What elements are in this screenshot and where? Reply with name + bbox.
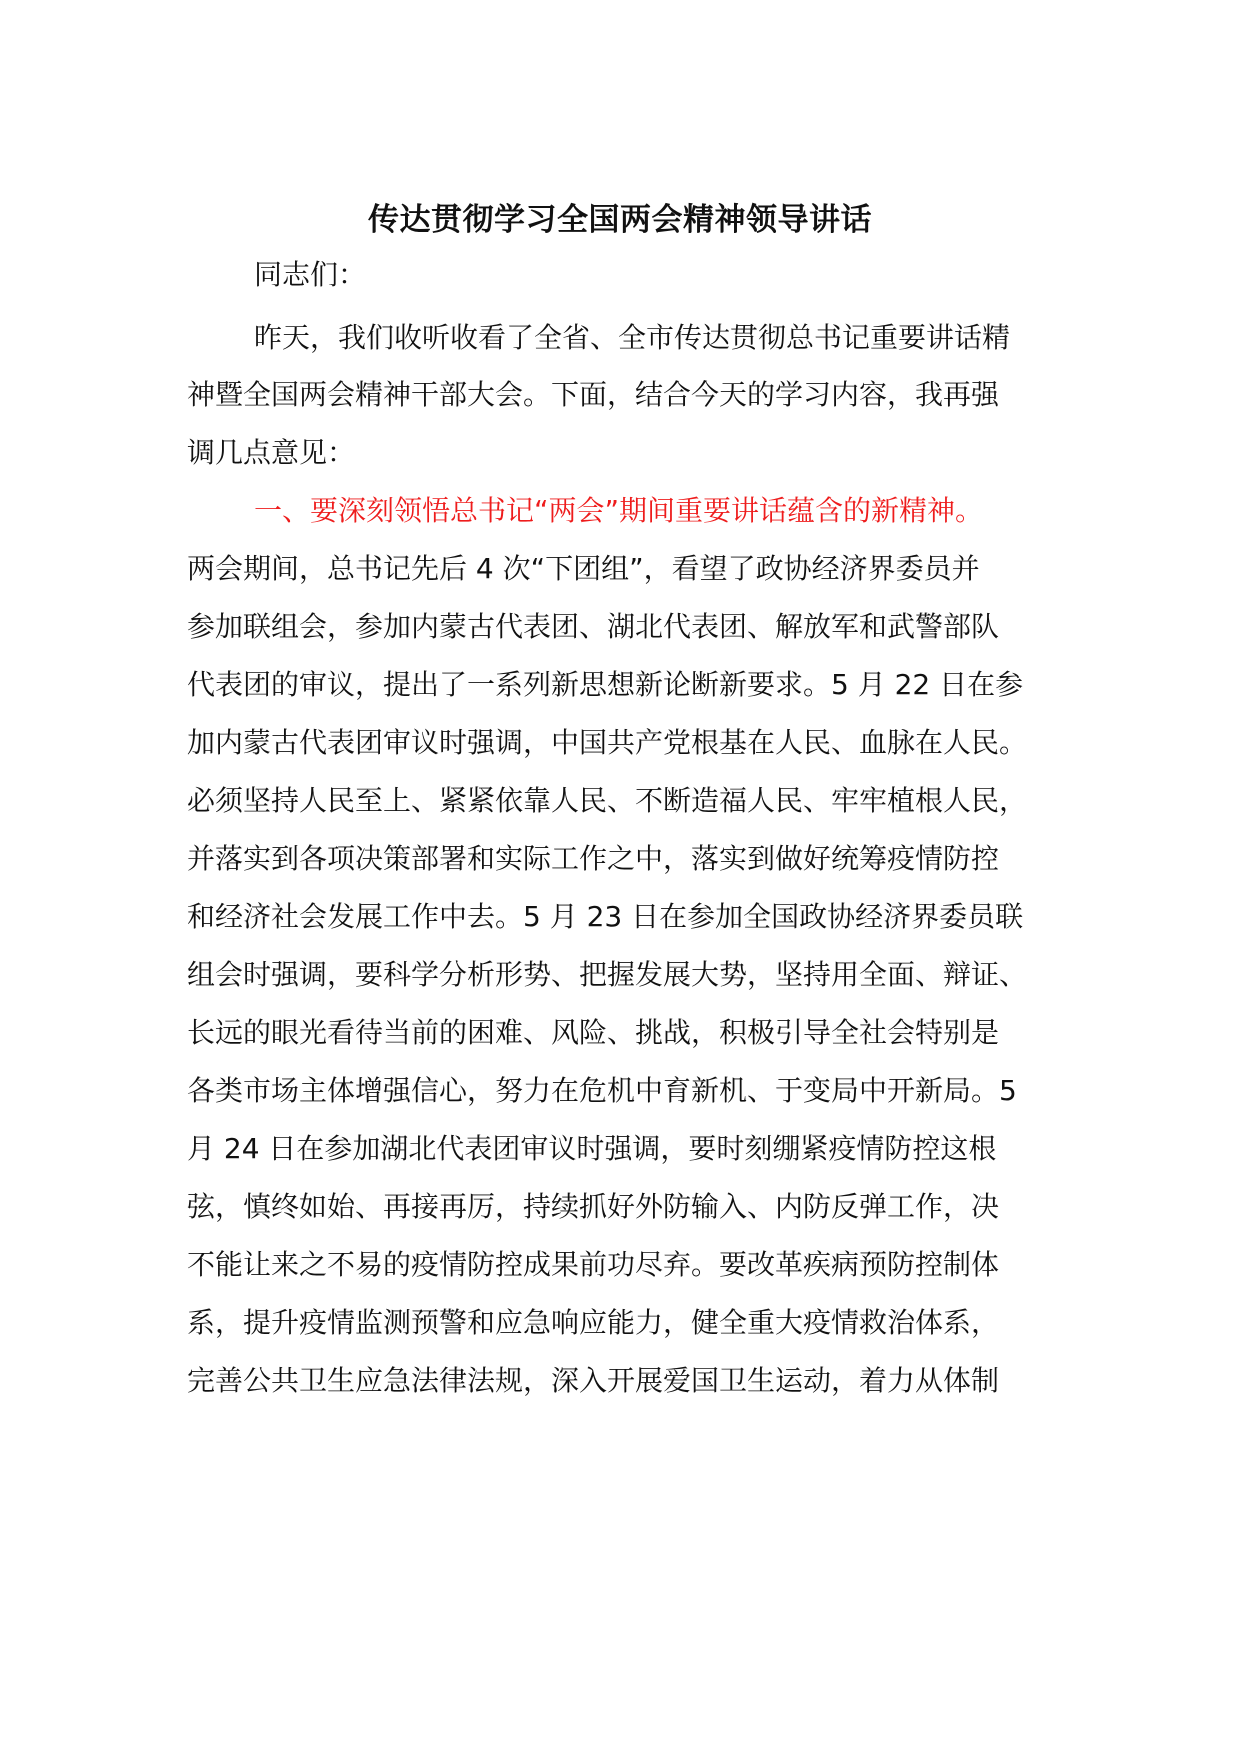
- salutation: 同志们：: [254, 258, 367, 291]
- paragraph-line: 代表团的审议，提出了一系列新思想新论断新要求。5 月 22 日在参: [187, 668, 1024, 701]
- paragraph-line: 系，提升疫情监测预警和应急响应能力，健全重大疫情救治体系，: [187, 1306, 1000, 1339]
- section-heading: 一、要深刻领悟总书记“两会”期间重要讲话蕴含的新精神。: [254, 494, 984, 527]
- paragraph-line: 各类市场主体增强信心，努力在危机中育新机、于变局中开新局。5: [187, 1074, 1017, 1107]
- paragraph-line: 组会时强调，要科学分析形势、把握发展大势，坚持用全面、辩证、: [187, 958, 1028, 991]
- document-title: 传达贯彻学习全国两会精神领导讲话: [368, 202, 872, 238]
- paragraph-line: 调几点意见：: [187, 436, 356, 469]
- paragraph-line: 神暨全国两会精神干部大会。下面，结合今天的学习内容，我再强: [187, 378, 1000, 411]
- paragraph-line: 月 24 日在参加湖北代表团审议时强调，要时刻绷紧疫情防控这根: [187, 1132, 997, 1165]
- paragraph-line: 完善公共卫生应急法律法规，深入开展爱国卫生运动，着力从体制: [187, 1364, 1000, 1397]
- paragraph-line: 不能让来之不易的疫情防控成果前功尽弃。要改革疾病预防控制体: [187, 1248, 1000, 1281]
- paragraph-line: 和经济社会发展工作中去。5 月 23 日在参加全国政协经济界委员联: [187, 900, 1024, 933]
- paragraph-line: 昨天，我们收听收看了全省、全市传达贯彻总书记重要讲话精: [254, 321, 1011, 354]
- paragraph-line: 两会期间，总书记先后 4 次“下团组”，看望了政协经济界委员并: [187, 552, 980, 585]
- paragraph-line: 弦，慎终如始、再接再厉，持续抓好外防输入、内防反弹工作，决: [187, 1190, 1000, 1223]
- paragraph-line: 加内蒙古代表团审议时强调，中国共产党根基在人民、血脉在人民。: [187, 726, 1028, 759]
- paragraph-line: 长远的眼光看待当前的困难、风险、挑战，积极引导全社会特别是: [187, 1016, 1000, 1049]
- paragraph-line: 必须坚持人民至上、紧紧依靠人民、不断造福人民、牢牢植根人民，: [187, 784, 1028, 817]
- paragraph-line: 参加联组会，参加内蒙古代表团、湖北代表团、解放军和武警部队: [187, 610, 1000, 643]
- paragraph-line: 并落实到各项决策部署和实际工作之中，落实到做好统筹疫情防控: [187, 842, 1000, 875]
